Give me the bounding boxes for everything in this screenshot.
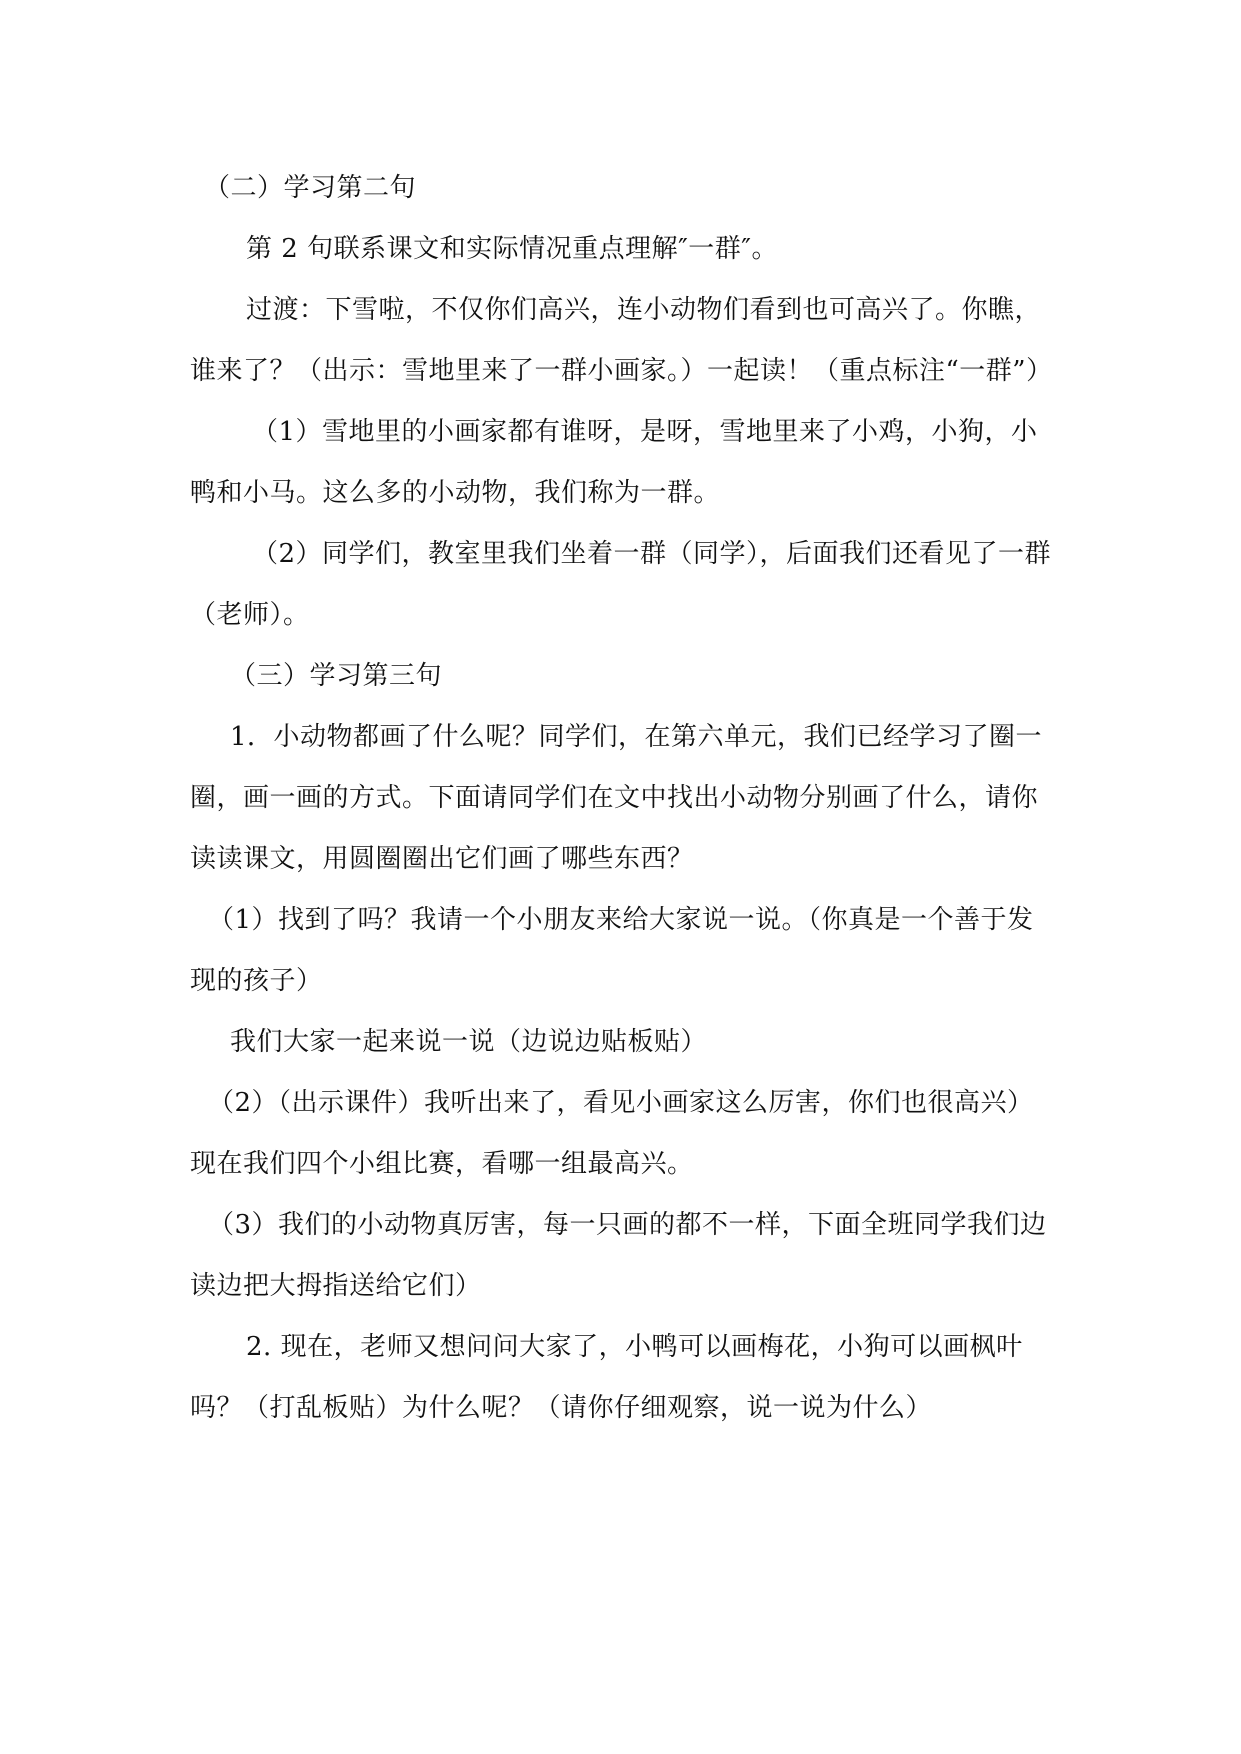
paragraph-item-2-courseware: （2）（出示课件）我听出来了，看见小画家这么厉害，你们也很高兴）现在我们四个小组比赛，看哪一组最高兴。: [190, 1088, 1034, 1179]
paragraph-step-2-question: 2. 现在，老师又想问问大家了，小鸭可以画梅花，小狗可以画枫叶吗？（打乱板贴）为什么呢？（请你仔细观察，说一说为什么）: [190, 1332, 1023, 1423]
paragraph-item-3-thumbs: （3）我们的小动物真厉害，每一只画的都不一样，下面全班同学我们边读边把大拇指送给它们）: [190, 1210, 1047, 1301]
section-heading-third-sentence: （三）学习第三句: [230, 661, 443, 691]
paragraph-step-1-drawings: 1．小动物都画了什么呢？同学们，在第六单元，我们已经学习了圈一圈，画一画的方式。下面请同学们在文中找出小动物分别画了什么，请你读读课文，用圆圈圈出它们画了哪些东西？: [190, 722, 1043, 874]
paragraph-focus-yiqun: 第 2 句联系课文和实际情况重点理解″一群″。: [246, 234, 778, 264]
paragraph-item-2-classroom: （2）同学们，教室里我们坐着一群（同学），后面我们还看见了一群（老师）。: [190, 539, 1052, 630]
section-heading-second-sentence: （二）学习第二句: [204, 173, 417, 203]
paragraph-say-together: 我们大家一起来说一说（边说边贴板贴）: [230, 1027, 708, 1057]
document-body: [190, 158, 1058, 1439]
paragraph-item-1-animals: （1）雪地里的小画家都有谁呀，是呀，雪地里来了小鸡，小狗，小鸭和小马。这么多的小动物，我们称为一群。: [190, 417, 1038, 508]
paragraph-item-1-found: （1）找到了吗？我请一个小朋友来给大家说一说。（你真是一个善于发现的孩子）: [190, 905, 1034, 996]
paragraph-transition: 过渡：下雪啦，不仅你们高兴，连小动物们看到也可高兴了。你瞧，谁来了？（出示：雪地里来了一群小画家。）一起读！（重点标注“一群”）: [190, 295, 1053, 386]
